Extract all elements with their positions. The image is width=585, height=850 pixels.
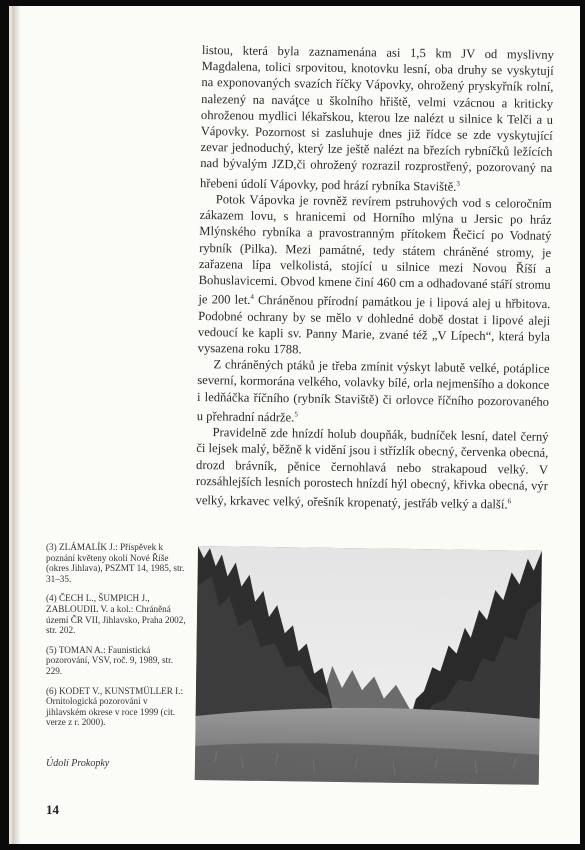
landscape-photo (195, 546, 542, 785)
footnote-4: (4) ČECH L., ŠUMPICH J., ZABLOUDIL V. a kol.: Chráněná území ČR VII, Jihlavsko, Praha 2002, str. 202. (46, 593, 186, 636)
valley-photo-image (195, 546, 542, 785)
footnote-ref-3: 3 (456, 179, 460, 188)
paragraph-2: Potok Vápovka je rovněž revírem pstruhových vod s celoročním zákazem lovu, s hranicemi od Horního mlýna u Jersic po hráz Mlýnského rybníka a pravostranným přítokem Řečicí po Vodnatý rybník (Pilka). Mezi památné, tedy státem chráněné stromy, je zařazena lípa velkolistá, stojící u silnice mezi Novou Říší a Bohuslavicemi. Obvod kmene činí 460 cm a odhadované stáří stromu je 200 let.$^4$ Chráněnou přírodní památkou je i lipová alej u hřbitova. Podobné ochrany by se mělo v dohledné době dostat i lipové aleji vedoucí ke kapli sv. Panny Marie, zvané též „V Lípech“, která byla vysazena roku 1788. (197, 192, 552, 357)
photo-caption: Údolí Prokopky (46, 758, 110, 769)
footnote-3: (3) ZLÁMALÍK J.: Příspěvek k poznání květeny okolí Nové Říše (okres Jihlava), PSZMT 14, 1985, str. 31–35. (46, 542, 185, 584)
page-number: 14 (46, 802, 59, 817)
footnote-ref-4: 4 (250, 292, 255, 301)
main-text-column (195, 42, 553, 513)
footnote-5: (5) TOMAN A.: Faunistická pozorování, VSV, roč. 9, 1989, str. 229. (46, 644, 174, 676)
book-page (9, 6, 580, 844)
paragraph-3: Z chráněných ptáků je třeba zmínit výskyt labutě velké, potáplice severní, kormorána velkého, volavky bílé, orla nejmenšího a dokonce i ledňáčka říčního (rybník Staviště) či orlovce říčního pozorovaného u přehradní nádrže.$^5$ (196, 357, 550, 425)
paragraph-4: Pravidelně zde hnízdí holub doupňák, budníček lesní, datel černý či lejsek malý, běžně k vidění jsou i střízlík obecný, červenka obecná, drozd brávník, pěnice černohlavá nebo strakapoud velký. V rozsáhlejších lesních porostech hnízdí hýl obecný, křivka obecná, výr velký, krkavec velký, ořešník kropenatý, jestřáb velký a další.$^6$ (195, 425, 549, 512)
footnote-ref-5: 5 (294, 410, 298, 419)
footnote-6: (6) KODET V., KUNSTMÜLLER I.: Ornitologická pozorování v jihlavském okrese v roce 1999 (cit. verze z r. 2000). (46, 685, 184, 728)
footnote-ref-6: 6 (507, 497, 512, 506)
paragraph-1: listou, která byla zaznamenána asi 1,5 km JV od myslivny Magdalena, tolici srpovitou, knotovku lesní, oba druhy se vyskytují na exponovaných svazích říčky Vápovky, ohrožený pryskyřník rolní, nalezený na naváţce u školního hřiště, velmi vzácnou a kriticky ohroženou mydlici lékařskou, kterou lze nalézt u silnice k Telči a u Vápovky. Pozornost si zasluhuje dnes již řídce se zde vyskytující zevar jednoduchý, který lze ještě nalézt na březích rybníčků ležících nad bývalým JZD,či ohrožený rozrazil rozprostřený, pozorovaný na hřebeni údolí Vápovky, pod hrází rybníka Staviště.$^3$ (199, 42, 554, 194)
footnotes (46, 542, 186, 737)
page-spine-shadow (12, 6, 20, 844)
